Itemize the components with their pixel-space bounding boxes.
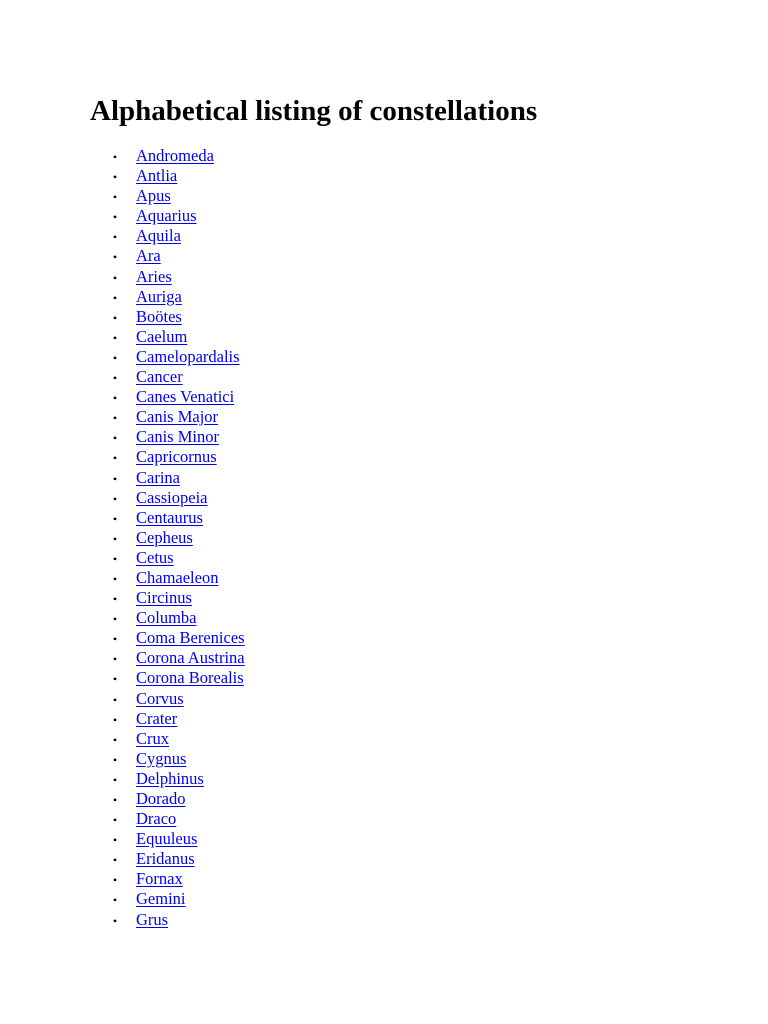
bullet-icon: • (112, 833, 118, 848)
constellation-link[interactable]: Apus (136, 186, 171, 206)
constellation-link[interactable]: Caelum (136, 326, 188, 346)
bullet-icon: • (112, 692, 118, 707)
bullet-icon: • (112, 150, 118, 164)
bullet-icon: • (112, 411, 118, 426)
constellation-link[interactable]: Eridanus (136, 849, 195, 869)
constellation-link[interactable]: Crater (136, 708, 178, 728)
bullet-icon: • (112, 652, 118, 667)
constellation-link[interactable]: Carina (136, 467, 180, 487)
bullet-icon: • (112, 853, 118, 868)
bullet-icon: • (112, 431, 118, 446)
constellation-link[interactable]: Canis Major (136, 407, 219, 427)
bullet-icon: • (112, 170, 118, 185)
constellation-link[interactable]: Centaurus (136, 507, 203, 527)
bullet-icon: • (112, 531, 118, 546)
constellation-link[interactable]: Dorado (136, 789, 186, 808)
bullet-icon: • (112, 451, 118, 466)
bullet-icon: • (112, 471, 118, 486)
constellation-link[interactable]: Camelopardalis (136, 346, 240, 366)
bullet-icon: • (112, 893, 118, 908)
bullet-icon: • (112, 752, 118, 767)
constellation-link[interactable]: Delphinus (136, 768, 204, 788)
constellation-link[interactable]: Gemini (136, 889, 186, 909)
bullet-icon: • (112, 551, 118, 566)
constellation-link[interactable]: Auriga (136, 286, 182, 306)
bullet-icon: • (112, 612, 118, 627)
constellation-link[interactable]: Crux (136, 728, 169, 748)
bullet-icon: • (112, 793, 118, 807)
constellation-link[interactable]: Chamaeleon (136, 567, 219, 587)
constellation-link[interactable]: Fornax (136, 869, 183, 889)
bullet-icon: • (112, 270, 118, 285)
bullet-icon: • (112, 873, 118, 888)
constellation-link[interactable]: Corvus (136, 688, 184, 708)
constellation-link[interactable]: Draco (136, 809, 177, 829)
bullet-icon: • (112, 712, 118, 727)
constellation-link[interactable]: Cancer (136, 367, 183, 387)
bullet-icon: • (112, 913, 118, 928)
bullet-icon: • (112, 672, 118, 687)
bullet-icon: • (112, 210, 118, 225)
constellation-link[interactable]: Cygnus (136, 748, 187, 768)
constellation-link[interactable]: Antlia (136, 166, 178, 186)
bullet-icon: • (112, 230, 118, 245)
bullet-icon: • (112, 310, 118, 325)
bullet-icon: • (112, 772, 118, 787)
constellation-link[interactable]: Grus (136, 909, 169, 929)
constellation-link[interactable]: Cassiopeia (136, 487, 208, 507)
constellation-link[interactable]: Aries (136, 266, 172, 286)
constellation-link[interactable]: Circinus (136, 588, 192, 608)
constellation-link[interactable]: Ara (136, 246, 161, 266)
bullet-icon: • (112, 190, 118, 205)
constellation-link[interactable]: Equuleus (136, 829, 198, 849)
bullet-icon: • (112, 732, 118, 747)
constellation-link[interactable]: Canes Venatici (136, 387, 235, 407)
bullet-icon: • (112, 290, 118, 305)
constellation-link[interactable]: Coma Berenices (136, 628, 245, 648)
constellation-link[interactable]: Cepheus (136, 527, 193, 547)
constellation-link[interactable]: Capricornus (136, 447, 217, 467)
bullet-icon: • (112, 371, 118, 386)
bullet-icon: • (112, 571, 118, 586)
bullet-icon: • (112, 330, 118, 345)
bullet-icon: • (112, 511, 118, 526)
bullet-icon: • (112, 350, 118, 365)
constellation-link[interactable]: Aquila (136, 226, 181, 246)
bullet-icon: • (112, 250, 118, 265)
constellation-link[interactable]: Cetus (136, 547, 174, 567)
bullet-icon: • (112, 491, 118, 506)
bullet-icon: • (112, 391, 118, 406)
constellation-link[interactable]: Boötes (136, 306, 182, 326)
constellation-link[interactable]: Corona Borealis (136, 668, 244, 688)
bullet-icon: • (112, 592, 118, 607)
constellation-link[interactable]: Aquarius (136, 206, 197, 226)
page-title: Alphabetical listing of constellations (90, 95, 538, 127)
constellation-link[interactable]: Andromeda (136, 146, 214, 165)
bullet-icon: • (112, 813, 118, 828)
constellation-link[interactable]: Columba (136, 608, 197, 628)
constellation-link[interactable]: Corona Austrina (136, 648, 245, 668)
bullet-icon: • (112, 632, 118, 647)
constellation-link[interactable]: Canis Minor (136, 427, 219, 447)
